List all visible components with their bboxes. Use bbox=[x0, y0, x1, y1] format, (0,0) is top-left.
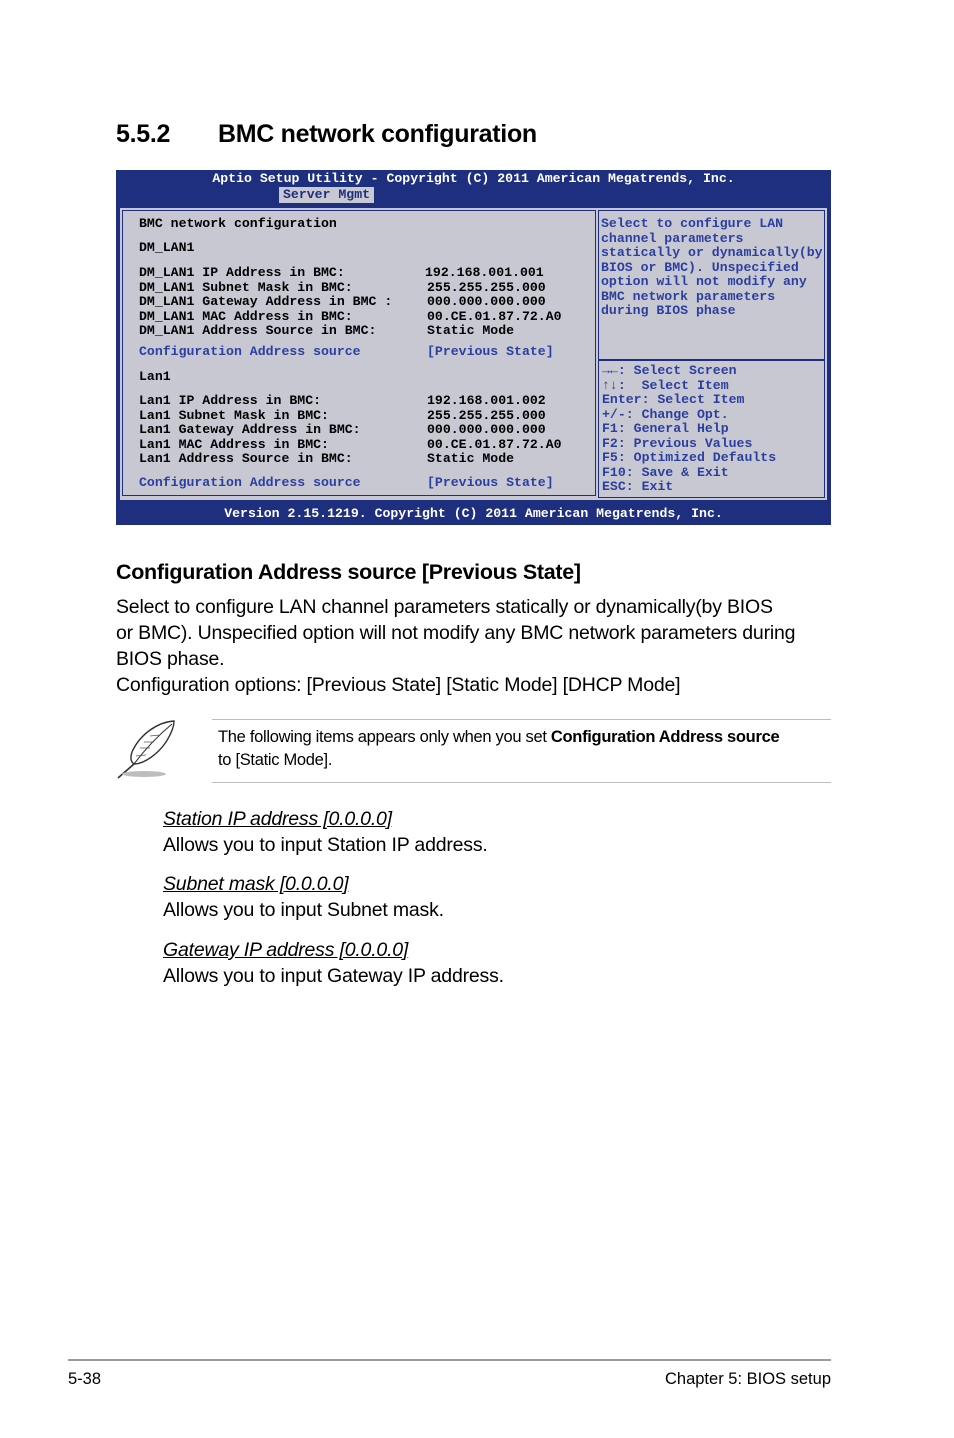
key-hint: F1: General Help bbox=[602, 421, 729, 436]
help-line: during BIOS phase bbox=[601, 303, 736, 318]
key-hint: →←: Select Screen bbox=[602, 363, 737, 378]
setting-value: 00.CE.01.87.72.A0 bbox=[427, 308, 562, 324]
config-address-source-option[interactable]: Configuration Address source bbox=[139, 344, 361, 359]
help-line: option will not modify any bbox=[601, 274, 807, 289]
station-ip-title: Station IP address [0.0.0.0] bbox=[163, 808, 392, 830]
setting-label: Lan1 Subnet Mask in BMC: bbox=[139, 407, 329, 423]
option-description-line: BIOS phase. bbox=[116, 648, 225, 670]
key-hint: Enter: Select Item bbox=[602, 392, 745, 407]
footer-rule bbox=[68, 1359, 831, 1361]
gateway-ip-title: Gateway IP address [0.0.0.0] bbox=[163, 939, 409, 961]
bios-panel bbox=[120, 208, 827, 500]
key-hint: F5: Optimized Defaults bbox=[602, 450, 777, 465]
bios-footer: Version 2.15.1219. Copyright (C) 2011 American Megatrends, Inc. bbox=[224, 506, 723, 521]
setting-label: DM_LAN1 IP Address in BMC: bbox=[139, 265, 345, 280]
bios-screen bbox=[116, 170, 831, 525]
setting-value: Static Mode bbox=[427, 323, 515, 338]
setting-value: 255.255.255.000 bbox=[427, 279, 546, 295]
page-title: BMC network configuration bbox=[139, 216, 337, 231]
config-address-source-value[interactable]: [Previous State] bbox=[427, 475, 554, 490]
note-top-rule bbox=[212, 719, 831, 720]
bios-header: Aptio Setup Utility - Copyright (C) 2011 American Megatrends, Inc. bbox=[212, 171, 735, 186]
gateway-ip-desc: Allows you to input Gateway IP address. bbox=[163, 965, 504, 987]
group-name: DM_LAN1 bbox=[139, 240, 195, 255]
config-address-source-value[interactable]: [Previous State] bbox=[427, 344, 554, 359]
group-name: Lan1 bbox=[139, 369, 171, 384]
subnet-mask-desc: Allows you to input Subnet mask. bbox=[163, 899, 444, 921]
note-prefix: The following items appears only when you set bbox=[218, 728, 551, 746]
help-line: statically or dynamically(by bbox=[601, 245, 823, 260]
help-line: BIOS or BMC). Unspecified bbox=[601, 259, 799, 275]
option-description-line: Select to configure LAN channel parameters statically or dynamically(by BIOS bbox=[116, 596, 773, 618]
help-line: channel parameters bbox=[601, 230, 744, 246]
key-hint: ↑↓: Select Item bbox=[602, 377, 729, 393]
key-hint: ESC: Exit bbox=[602, 479, 674, 494]
key-hint: F10: Save & Exit bbox=[602, 464, 729, 480]
section-number: 5.5.2 bbox=[116, 120, 171, 148]
chapter-label: Chapter 5: BIOS setup bbox=[664, 1370, 831, 1388]
note-bottom-rule bbox=[212, 782, 831, 783]
tab-server-mgmt[interactable]: Server Mgmt bbox=[279, 187, 374, 203]
setting-value: 00.CE.01.87.72.A0 bbox=[427, 436, 562, 452]
setting-value: 000.000.000.000 bbox=[427, 294, 546, 309]
setting-label: Lan1 IP Address in BMC: bbox=[139, 393, 322, 408]
setting-value: 192.168.001.001 bbox=[425, 265, 544, 280]
help-line: Select to configure LAN bbox=[601, 216, 784, 231]
setting-label: DM_LAN1 Address Source in BMC: bbox=[139, 323, 377, 338]
key-legend-pane bbox=[598, 359, 825, 498]
option-values-line: Configuration options: [Previous State] [Static Mode] [DHCP Mode] bbox=[116, 674, 681, 696]
station-ip-desc: Allows you to input Station IP address. bbox=[163, 834, 488, 856]
setting-label: Lan1 Gateway Address in BMC: bbox=[139, 422, 361, 437]
settings-pane bbox=[122, 210, 596, 496]
key-hint: +/-: Change Opt. bbox=[602, 406, 729, 422]
config-address-source-option[interactable]: Configuration Address source bbox=[139, 475, 361, 490]
setting-value: Static Mode bbox=[427, 451, 515, 466]
setting-label: Lan1 Address Source in BMC: bbox=[139, 451, 353, 466]
setting-value: 000.000.000.000 bbox=[427, 422, 546, 437]
setting-label: DM_LAN1 Gateway Address in BMC : bbox=[139, 294, 393, 309]
setting-value: 192.168.001.002 bbox=[427, 393, 546, 408]
note-suffix: to [Static Mode]. bbox=[218, 751, 333, 769]
option-heading: Configuration Address source [Previous State] bbox=[116, 560, 581, 584]
option-description-line: or BMC). Unspecified option will not modify any BMC network parameters during bbox=[116, 622, 796, 644]
key-hint: F2: Previous Values bbox=[602, 435, 753, 451]
help-pane bbox=[598, 210, 825, 359]
note-bold: Configuration Address source bbox=[550, 728, 780, 746]
setting-value: 255.255.255.000 bbox=[427, 407, 546, 423]
setting-label: Lan1 MAC Address in BMC: bbox=[139, 436, 329, 452]
feather-icon bbox=[114, 718, 180, 780]
setting-label: DM_LAN1 Subnet Mask in BMC: bbox=[139, 279, 353, 295]
setting-label: DM_LAN1 MAC Address in BMC: bbox=[139, 308, 353, 324]
help-line: BMC network parameters bbox=[601, 288, 776, 304]
section-heading bbox=[116, 120, 537, 149]
section-title: BMC network configuration bbox=[218, 120, 537, 148]
note-text bbox=[218, 726, 833, 772]
subnet-mask-title: Subnet mask [0.0.0.0] bbox=[163, 873, 349, 895]
page-number: 5-38 bbox=[68, 1370, 102, 1388]
